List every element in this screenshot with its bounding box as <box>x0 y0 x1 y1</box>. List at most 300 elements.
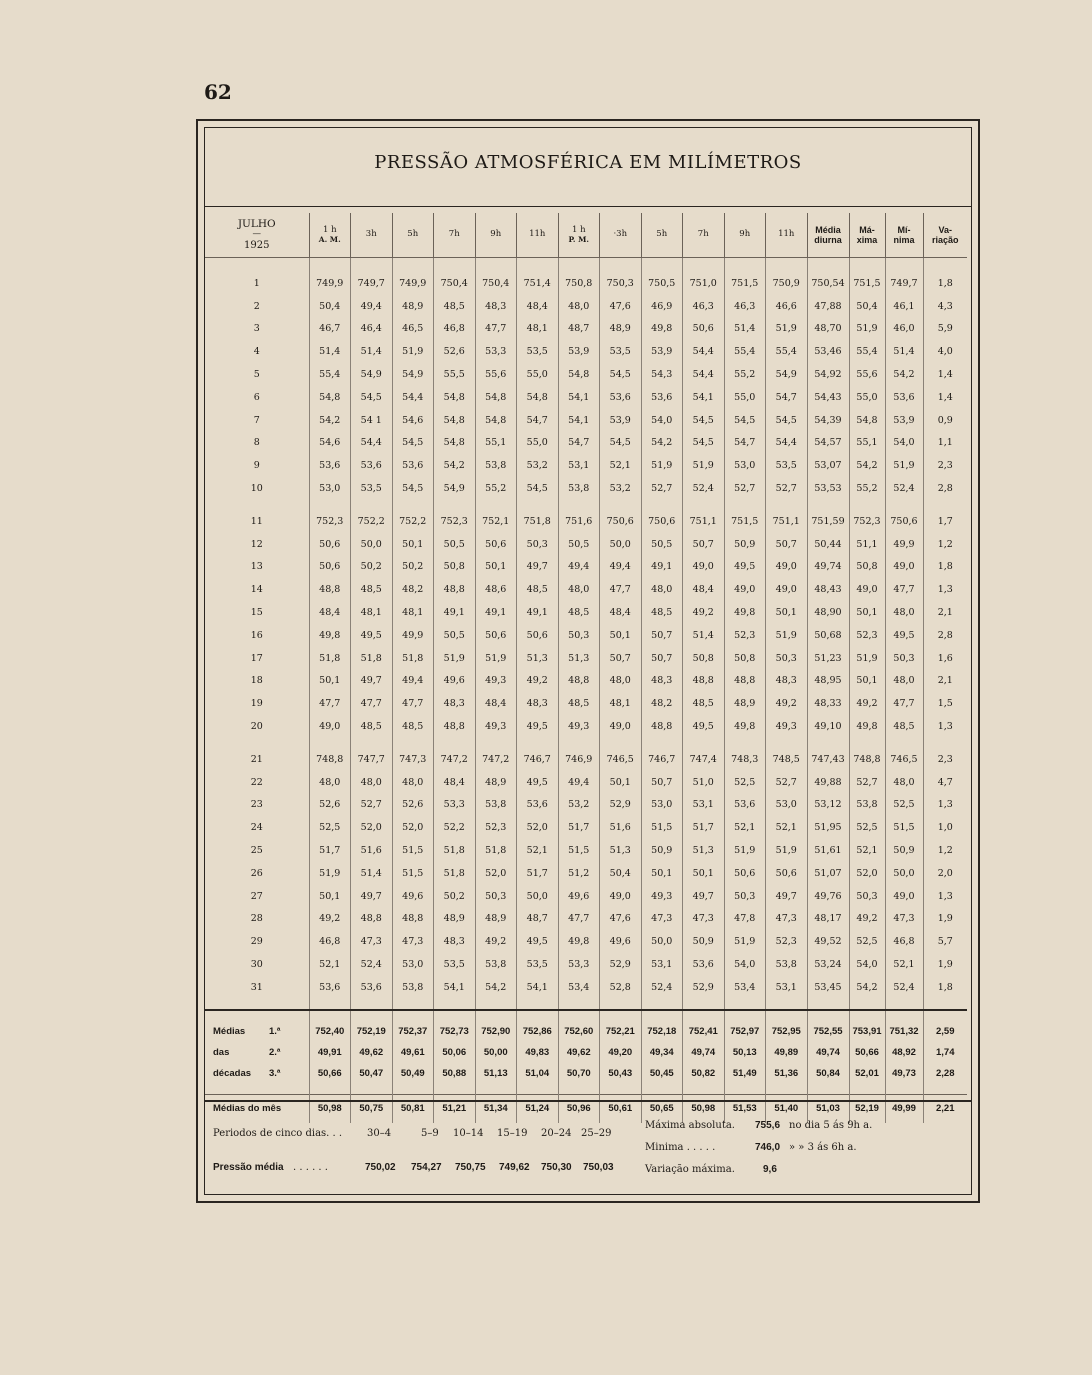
value-cell: 50,6 <box>475 624 517 647</box>
decade-value: 752,55 <box>807 1021 849 1042</box>
value-cell: 49,76 <box>807 885 849 908</box>
day-cell: 6 <box>205 386 309 409</box>
value-cell: 51,9 <box>849 318 885 341</box>
value-cell: 51,3 <box>600 839 642 862</box>
decade-label <box>205 1042 309 1063</box>
pressure-value: 750,03 <box>583 1162 614 1173</box>
value-cell: 751,59 <box>807 510 849 533</box>
value-cell: 53,5 <box>434 953 476 976</box>
day-cell: 1 <box>205 272 309 295</box>
col-header: 1 h A. M. <box>309 213 351 258</box>
value-cell: 51,4 <box>683 624 725 647</box>
period-item: 5–9 <box>421 1128 439 1139</box>
decade-value: 752,95 <box>766 1021 808 1042</box>
value-cell: 747,2 <box>434 748 476 771</box>
decade-label-text: décadas <box>213 1067 252 1079</box>
value-cell: 49,3 <box>558 715 600 738</box>
decade-value: 50,88 <box>434 1063 476 1084</box>
day-cell: 25 <box>205 839 309 862</box>
value-cell: 51,23 <box>807 647 849 670</box>
value-cell: 54,7 <box>558 432 600 455</box>
value-cell: 50,6 <box>475 533 517 556</box>
decade-value: 49,91 <box>309 1042 351 1063</box>
value-cell: 48,5 <box>558 601 600 624</box>
value-cell: 55,0 <box>849 386 885 409</box>
value-cell: 51,95 <box>807 816 849 839</box>
value-cell: 54,6 <box>392 409 434 432</box>
month-mean-value: 50,98 <box>309 1095 351 1123</box>
value-cell: 50,3 <box>724 885 766 908</box>
value-cell: 51,1 <box>849 533 885 556</box>
col-header: 7h <box>434 213 476 258</box>
value-cell: 48,5 <box>351 715 393 738</box>
value-cell: 46,1 <box>885 295 923 318</box>
value-cell: 51,7 <box>558 816 600 839</box>
decade-row <box>205 1063 967 1084</box>
value-cell: 54,8 <box>849 409 885 432</box>
value-cell: 748,3 <box>724 748 766 771</box>
value-cell: 750,4 <box>475 272 517 295</box>
value-cell: 54,57 <box>807 432 849 455</box>
value-cell: 51,4 <box>351 862 393 885</box>
value-cell: 51,4 <box>724 318 766 341</box>
value-cell: 50,1 <box>475 556 517 579</box>
value-cell: 50,5 <box>641 533 683 556</box>
value-cell: 751,1 <box>683 510 725 533</box>
decade-row <box>205 1021 967 1042</box>
value-cell: 54,2 <box>849 454 885 477</box>
value-cell: 1,1 <box>937 437 953 449</box>
value-cell: 53,24 <box>807 953 849 976</box>
table-frame <box>196 119 980 1203</box>
page-number: 62 <box>204 80 232 104</box>
value-cell: 53,1 <box>766 976 808 999</box>
day-cell: 28 <box>205 908 309 931</box>
value-cell: 50,9 <box>885 839 923 862</box>
value-cell: 48,0 <box>641 578 683 601</box>
decade-value: 48,92 <box>885 1042 923 1063</box>
value-cell: 748,5 <box>766 748 808 771</box>
decade-value: 50,43 <box>600 1063 642 1084</box>
decade-value: 50,00 <box>475 1042 517 1063</box>
value-cell: 51,5 <box>392 862 434 885</box>
value-cell: 50,6 <box>517 624 559 647</box>
value-cell: 48,9 <box>434 908 476 931</box>
value-cell: 50,4 <box>849 295 885 318</box>
value-cell: 51,9 <box>309 862 351 885</box>
value-cell: 4,3 <box>937 300 953 312</box>
value-cell: 52,1 <box>724 816 766 839</box>
month-mean-value: 52,19 <box>849 1095 885 1123</box>
value-cell: 49,4 <box>558 556 600 579</box>
table-row <box>205 533 967 556</box>
value-cell: 46,5 <box>392 318 434 341</box>
table-row <box>205 556 967 579</box>
value-cell: 46,7 <box>309 318 351 341</box>
month-mean-value: 51,53 <box>724 1095 766 1123</box>
value-cell: 51,9 <box>766 624 808 647</box>
value-cell: 49,2 <box>766 692 808 715</box>
value-cell: 48,5 <box>434 295 476 318</box>
value-cell: 748,8 <box>309 748 351 771</box>
value-cell: 48,8 <box>309 578 351 601</box>
value-cell: 53,5 <box>766 454 808 477</box>
value-cell: 48,1 <box>600 692 642 715</box>
month-mean-value: 51,34 <box>475 1095 517 1123</box>
period-item: 25–29 <box>581 1128 612 1139</box>
value-cell: 50,5 <box>558 533 600 556</box>
value-cell: 50,44 <box>807 533 849 556</box>
value-cell: 52,1 <box>766 816 808 839</box>
value-cell: 54,1 <box>558 386 600 409</box>
value-cell: 52,5 <box>849 930 885 953</box>
value-cell: 49,8 <box>558 930 600 953</box>
pressure-value: 749,62 <box>499 1162 530 1173</box>
period-item: 15–19 <box>497 1128 528 1139</box>
value-cell: 46,3 <box>724 295 766 318</box>
value-cell: 51,7 <box>517 862 559 885</box>
value-cell: 2,8 <box>937 483 953 495</box>
value-cell: 48,4 <box>517 295 559 318</box>
value-cell: 1,8 <box>937 277 953 289</box>
value-cell: 48,3 <box>641 670 683 693</box>
value-cell: 750,54 <box>807 272 849 295</box>
value-cell: 50,7 <box>641 624 683 647</box>
value-cell: 52,5 <box>849 816 885 839</box>
value-cell: 50,1 <box>683 862 725 885</box>
decade-value: 49,89 <box>766 1042 808 1063</box>
value-cell: 49,5 <box>517 771 559 794</box>
month-means-label: Médias do mês <box>205 1095 309 1123</box>
value-cell: 50,9 <box>724 533 766 556</box>
value-cell: 49,0 <box>600 885 642 908</box>
decade-value: 51,04 <box>517 1063 559 1084</box>
decade-value: 50,70 <box>558 1063 600 1084</box>
value-cell: 49,4 <box>392 670 434 693</box>
min-text: » » 3 ás 6h a. <box>789 1142 857 1153</box>
day-cell: 17 <box>205 647 309 670</box>
value-cell: 50,0 <box>885 862 923 885</box>
value-cell: 52,5 <box>309 816 351 839</box>
value-cell: 50,2 <box>434 885 476 908</box>
value-cell: 50,6 <box>683 318 725 341</box>
table-row <box>205 477 967 500</box>
decade-value: 49,34 <box>641 1042 683 1063</box>
value-cell: 49,5 <box>724 556 766 579</box>
value-cell: 52,9 <box>600 794 642 817</box>
value-cell: 53,8 <box>475 794 517 817</box>
value-cell: 746,7 <box>517 748 559 771</box>
pressure-value: 750,02 <box>365 1162 396 1173</box>
value-cell: 49,2 <box>849 908 885 931</box>
value-cell: 50,1 <box>766 601 808 624</box>
value-cell: 49,6 <box>392 885 434 908</box>
decade-label <box>205 1063 309 1084</box>
value-cell: 50,1 <box>309 885 351 908</box>
decade-ordinal: 2.ª <box>269 1046 281 1058</box>
value-cell: 51,3 <box>558 647 600 670</box>
decade-value: 51,36 <box>766 1063 808 1084</box>
day-cell: 5 <box>205 363 309 386</box>
value-cell: 53,9 <box>558 340 600 363</box>
decade-ordinal: 1.ª <box>269 1025 281 1037</box>
table-row <box>205 272 967 295</box>
value-cell: 51,9 <box>885 454 923 477</box>
decade-label-text: Médias <box>213 1025 246 1037</box>
value-cell: 48,95 <box>807 670 849 693</box>
value-cell: 54,1 <box>434 976 476 999</box>
value-cell: 54,5 <box>766 409 808 432</box>
value-cell: 53,0 <box>641 794 683 817</box>
decade-value: 752,60 <box>558 1021 600 1042</box>
value-cell: 751,0 <box>683 272 725 295</box>
value-cell: 47,3 <box>885 908 923 931</box>
month-mean-value: 50,65 <box>641 1095 683 1123</box>
value-cell: 50,4 <box>309 295 351 318</box>
value-cell: 52,3 <box>766 930 808 953</box>
value-cell: 49,0 <box>766 556 808 579</box>
value-cell: 48,0 <box>885 771 923 794</box>
value-cell: 53,6 <box>392 454 434 477</box>
value-cell: 746,7 <box>641 748 683 771</box>
table-row <box>205 386 967 409</box>
value-cell: 53,9 <box>641 340 683 363</box>
var-value: 9,6 <box>763 1164 777 1175</box>
value-cell: 53,0 <box>724 454 766 477</box>
value-cell: 52,4 <box>885 976 923 999</box>
value-cell: 54,4 <box>392 386 434 409</box>
month-mean-value: 51,03 <box>807 1095 849 1123</box>
value-cell: 48,2 <box>392 578 434 601</box>
value-cell: 49,4 <box>558 771 600 794</box>
col-header: 9h <box>724 213 766 258</box>
value-cell: 47,7 <box>309 692 351 715</box>
value-cell: 54,0 <box>849 953 885 976</box>
value-cell: 49,0 <box>766 578 808 601</box>
value-cell: 50,6 <box>309 533 351 556</box>
value-cell: 750,4 <box>434 272 476 295</box>
value-cell: 1,9 <box>937 959 953 970</box>
value-cell: 51,4 <box>885 340 923 363</box>
value-cell: 53,12 <box>807 794 849 817</box>
value-cell: 2,1 <box>937 607 953 619</box>
min-value: 746,0 <box>755 1142 781 1153</box>
value-cell: 54,1 <box>683 386 725 409</box>
value-cell: 52,6 <box>434 340 476 363</box>
day-cell: 12 <box>205 533 309 556</box>
value-cell: 53,6 <box>309 976 351 999</box>
day-cell: 13 <box>205 556 309 579</box>
value-cell: 49,0 <box>683 556 725 579</box>
value-cell: 51,7 <box>683 816 725 839</box>
pressure-table <box>205 213 967 1123</box>
decade-value: 50,47 <box>351 1063 393 1084</box>
day-cell: 21 <box>205 748 309 771</box>
value-cell: 48,0 <box>558 578 600 601</box>
value-cell: 54,4 <box>766 432 808 455</box>
value-cell: 49,1 <box>517 601 559 624</box>
value-cell: 49,6 <box>434 670 476 693</box>
value-cell: 750,9 <box>766 272 808 295</box>
spacer-row <box>205 1011 967 1021</box>
spacer-row <box>205 1084 967 1095</box>
col-header: 3h <box>351 213 393 258</box>
value-cell: 49,5 <box>885 624 923 647</box>
value-cell: 55,4 <box>309 363 351 386</box>
day-cell: 31 <box>205 976 309 999</box>
value-cell: 747,3 <box>392 748 434 771</box>
value-cell: 49,7 <box>683 885 725 908</box>
footer <box>205 1100 971 1182</box>
value-cell: 53,6 <box>641 386 683 409</box>
table-row <box>205 295 967 318</box>
min-label: Minima . . . . . <box>645 1142 716 1153</box>
table-row <box>205 839 967 862</box>
col-header: 11h <box>517 213 559 258</box>
decade-value: 51,13 <box>475 1063 517 1084</box>
value-cell: 54,0 <box>724 953 766 976</box>
value-cell: 49,1 <box>641 556 683 579</box>
decade-value: 753,91 <box>849 1021 885 1042</box>
value-cell: 52,0 <box>475 862 517 885</box>
value-cell: 751,1 <box>766 510 808 533</box>
value-cell: 53,45 <box>807 976 849 999</box>
decade-value: 752,19 <box>351 1021 393 1042</box>
value-cell: 53,6 <box>724 794 766 817</box>
value-cell: 48,4 <box>683 578 725 601</box>
col-header: 1 h P. M. <box>558 213 600 258</box>
value-cell: 51,8 <box>309 647 351 670</box>
decade-value: 50,13 <box>724 1042 766 1063</box>
value-cell: 47,7 <box>885 578 923 601</box>
table-row <box>205 930 967 953</box>
value-cell: 51,61 <box>807 839 849 862</box>
table-row <box>205 692 967 715</box>
value-cell: 49,5 <box>517 715 559 738</box>
value-cell: 49,9 <box>885 533 923 556</box>
value-cell: 49,10 <box>807 715 849 738</box>
pressure-label: Pressão média <box>213 1162 284 1173</box>
table-row <box>205 601 967 624</box>
value-cell: 751,5 <box>724 510 766 533</box>
value-cell: 52,9 <box>600 953 642 976</box>
value-cell: 1,2 <box>937 538 953 550</box>
value-cell: 48,9 <box>724 692 766 715</box>
value-cell: 53,1 <box>558 454 600 477</box>
value-cell: 54,2 <box>434 454 476 477</box>
value-cell: 53,6 <box>351 454 393 477</box>
value-cell: 51,07 <box>807 862 849 885</box>
month-mean-value: 51,40 <box>766 1095 808 1123</box>
month-mean-value: 2,21 <box>936 1103 955 1115</box>
value-cell: 751,5 <box>724 272 766 295</box>
value-cell: 55,1 <box>475 432 517 455</box>
value-cell: 50,7 <box>766 533 808 556</box>
value-cell: 53,0 <box>392 953 434 976</box>
value-cell: 52,3 <box>849 624 885 647</box>
col-header: 5h <box>392 213 434 258</box>
value-cell: 47,7 <box>475 318 517 341</box>
decade-label-text: das <box>213 1046 230 1058</box>
day-cell: 20 <box>205 715 309 738</box>
value-cell: 49,5 <box>517 930 559 953</box>
value-cell: 747,43 <box>807 748 849 771</box>
value-cell: 50,8 <box>434 556 476 579</box>
value-cell: 48,3 <box>434 930 476 953</box>
decade-value: 49,62 <box>351 1042 393 1063</box>
value-cell: 52,6 <box>309 794 351 817</box>
value-cell: 51,8 <box>351 647 393 670</box>
value-cell: 54,5 <box>600 363 642 386</box>
value-cell: 50,8 <box>724 647 766 670</box>
value-cell: 48,0 <box>351 771 393 794</box>
table-row <box>205 748 967 771</box>
month-mean-value: 50,61 <box>600 1095 642 1123</box>
media-diurna-header: Média diurna <box>807 213 849 258</box>
value-cell: 55,4 <box>849 340 885 363</box>
value-cell: 55,4 <box>766 340 808 363</box>
value-cell: 48,0 <box>309 771 351 794</box>
value-cell: 53,8 <box>766 953 808 976</box>
value-cell: 52,4 <box>351 953 393 976</box>
value-cell: 51,6 <box>600 816 642 839</box>
value-cell: 52,5 <box>885 794 923 817</box>
max-abs-text: no dia 5 ás 9h a. <box>789 1120 873 1131</box>
value-cell: 50,68 <box>807 624 849 647</box>
value-cell: 49,5 <box>351 624 393 647</box>
value-cell: 48,43 <box>807 578 849 601</box>
value-cell: 48,5 <box>683 692 725 715</box>
value-cell: 53,1 <box>683 794 725 817</box>
value-cell: 53,53 <box>807 477 849 500</box>
value-cell: 53,07 <box>807 454 849 477</box>
value-cell: 54,0 <box>641 409 683 432</box>
value-cell: 51,5 <box>885 816 923 839</box>
value-cell: 52,7 <box>351 794 393 817</box>
value-cell: 50,3 <box>885 647 923 670</box>
value-cell: 50,3 <box>517 533 559 556</box>
value-cell: 54,2 <box>309 409 351 432</box>
value-cell: 53,46 <box>807 340 849 363</box>
col-header: ·3h <box>600 213 642 258</box>
value-cell: 49,0 <box>885 556 923 579</box>
month-mean-value: 50,75 <box>351 1095 393 1123</box>
value-cell: 49,0 <box>849 578 885 601</box>
value-cell: 751,8 <box>517 510 559 533</box>
value-cell: 55,6 <box>475 363 517 386</box>
value-cell: 53,6 <box>351 976 393 999</box>
value-cell: 53,6 <box>600 386 642 409</box>
title-rule <box>205 206 971 207</box>
value-cell: 54,8 <box>475 386 517 409</box>
value-cell: 1,4 <box>937 369 953 381</box>
value-cell: 48,4 <box>475 692 517 715</box>
value-cell: 47,3 <box>351 930 393 953</box>
value-cell: 51,9 <box>724 839 766 862</box>
value-cell: 52,0 <box>351 816 393 839</box>
value-cell: 48,9 <box>392 295 434 318</box>
decade-value: 49,83 <box>517 1042 559 1063</box>
value-cell: 750,6 <box>600 510 642 533</box>
value-cell: 54,8 <box>434 409 476 432</box>
value-cell: 1,9 <box>937 913 953 925</box>
value-cell: 47,3 <box>641 908 683 931</box>
value-cell: 49,8 <box>724 715 766 738</box>
value-cell: 54,7 <box>724 432 766 455</box>
value-cell: 54,92 <box>807 363 849 386</box>
value-cell: 50,1 <box>600 624 642 647</box>
value-cell: 52,7 <box>724 477 766 500</box>
